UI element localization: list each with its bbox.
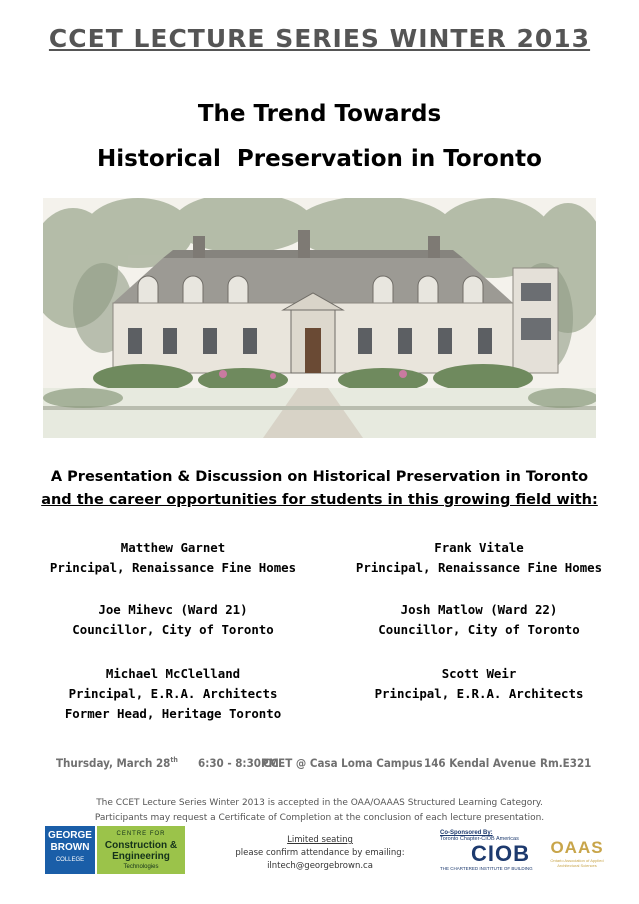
speaker-role: Councillor, City of Toronto bbox=[72, 622, 274, 637]
speaker-extra: Former Head, Heritage Toronto bbox=[64, 706, 282, 721]
speaker-right-2 bbox=[334, 600, 624, 640]
oaas-wordmark: OAAS bbox=[550, 838, 604, 857]
series-title: CCET LECTURE SERIES WINTER 2013 bbox=[48, 24, 591, 53]
lecture-title bbox=[0, 92, 639, 182]
event-date: Thursday, March 28 bbox=[56, 756, 171, 770]
rsvp-text: please confirm attendance by emailing: ilntech@georgebrown.ca bbox=[235, 848, 405, 871]
subheading-line1: A Presentation & Discussion on Historical Preservation in Toronto bbox=[50, 469, 589, 485]
credit-line2: Participants may request a Certificate of Completion at the conclusion of each lecture presentation. bbox=[94, 813, 545, 823]
speaker-name: Joe Mihevc (Ward 21) bbox=[98, 602, 248, 617]
event-address: 146 Kendal Avenue bbox=[424, 756, 537, 770]
subheading bbox=[0, 466, 639, 512]
lecture-title-line1: The Trend Towards bbox=[197, 101, 442, 127]
ciob-sub: THE CHARTERED INSTITUTE OF BUILDING bbox=[440, 866, 533, 871]
speaker-right-3 bbox=[334, 664, 624, 704]
ciob-sponsor bbox=[440, 830, 540, 871]
speaker-left-2 bbox=[28, 600, 318, 640]
rsvp bbox=[190, 834, 450, 873]
credit-line1: The CCET Lecture Series Winter 2013 is accepted in the OAA/OAAAS Structured Learning Category. bbox=[96, 798, 543, 808]
gb-line2: BROWN bbox=[50, 842, 90, 853]
ccet-line1: CENTRE FOR bbox=[116, 831, 166, 837]
sponsor-label: Co-Sponsored By: bbox=[440, 830, 493, 836]
rsvp-heading: Limited seating bbox=[287, 835, 353, 845]
speaker-name: Matthew Garnet bbox=[120, 540, 226, 555]
speaker-role: Principal, E.R.A. Architects bbox=[374, 686, 584, 701]
speaker-role: Principal, Renaissance Fine Homes bbox=[49, 560, 297, 575]
event-time: 6:30 - 8:30PM bbox=[198, 756, 279, 770]
subheading-line2: and the career opportunities for students in this growing field with: bbox=[41, 492, 598, 508]
speaker-role: Principal, E.R.A. Architects bbox=[68, 686, 278, 701]
credit-note bbox=[0, 796, 639, 826]
house-illustration bbox=[43, 198, 596, 438]
event-room: Rm.E321 bbox=[540, 756, 592, 770]
speaker-role: Councillor, City of Toronto bbox=[378, 622, 580, 637]
speaker-name: Michael McClelland bbox=[105, 666, 241, 681]
oaas-sub: Ontario Association of Applied Architectural Sciences bbox=[550, 858, 604, 868]
ccet-logo bbox=[97, 826, 185, 874]
lecture-title-line2: Historical Preservation in Toronto bbox=[97, 146, 542, 172]
speaker-name: Josh Matlow (Ward 22) bbox=[400, 602, 558, 617]
george-brown-logo bbox=[45, 826, 95, 874]
speaker-name: Scott Weir bbox=[441, 666, 517, 681]
speaker-role: Principal, Renaissance Fine Homes bbox=[355, 560, 603, 575]
oaas-logo bbox=[546, 838, 608, 868]
speaker-left-1 bbox=[28, 538, 318, 578]
ccet-line2: Construction & bbox=[104, 840, 178, 851]
event-date-wrap bbox=[56, 756, 178, 770]
speaker-left-3 bbox=[28, 664, 318, 724]
ccet-line4: Technologies bbox=[123, 864, 159, 870]
event-date-suffix: th bbox=[170, 756, 178, 765]
ciob-wordmark: CIOB bbox=[471, 841, 530, 866]
speaker-name: Frank Vitale bbox=[434, 540, 524, 555]
ccet-line3: Engineering bbox=[112, 851, 170, 862]
event-venue: CCET @ Casa Loma Campus bbox=[263, 756, 423, 770]
speaker-right-1 bbox=[334, 538, 624, 578]
gb-line3: COLLEGE bbox=[55, 857, 85, 863]
gb-line1: GEORGE bbox=[48, 830, 92, 841]
sponsor-sub: Toronto Chapter-CIOB Americas bbox=[440, 836, 519, 842]
